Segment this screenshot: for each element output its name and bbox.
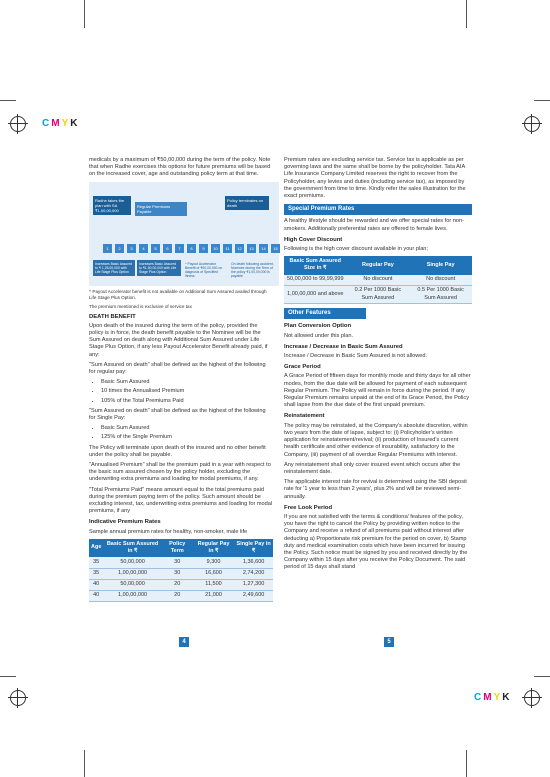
crop-mark xyxy=(534,100,550,101)
service-tax-text: Premium rates are excluding service tax. Service tax is applicable as per governing laws and the same shall be borne by the policyholder. Tata AIA Life Insurance Company Limited reserves the right to recover from the Policyholder, any levies and duties (including service tax), as imposed by the government from time to time. Kindly refer the sales illustration for the exact premiums. xyxy=(284,157,466,200)
special-rates-text: A healthy lifestyle should be rewarded and we offer special rates for non-smokers. Additionally preferential rates are offered to female lives. xyxy=(284,218,464,232)
indicative-rates-heading: Indicative Premium Rates xyxy=(89,519,161,526)
diagram-note-4: On death following accident, Nominee during the Term of the policy ₹1,00,00,000 is payable xyxy=(229,260,277,281)
policy-year-timeline xyxy=(103,244,280,253)
reinstatement-heading: Reinstatement xyxy=(284,413,325,420)
table-header-row xyxy=(284,256,472,274)
table-cell: 20 xyxy=(162,579,193,590)
table-header-row xyxy=(89,539,273,557)
registration-mark xyxy=(10,690,26,706)
total-premiums-text: "Total Premiums Paid" means amount equal to the total premiums paid during the premium paying term of the policy. Such amount should be excluding interest, tax, underwriting extra premiums and loading for modal premiums, if any xyxy=(89,486,273,515)
termination-text: The Policy will terminate upon death of the insured and no other benefit under the policy shall be payable. xyxy=(89,444,266,458)
table-cell: 0.2 Per 1000 Basic Sum Assured xyxy=(347,285,410,303)
timeline-year: 1 xyxy=(103,244,112,253)
crop-mark xyxy=(466,750,467,777)
page-number-left: 4 xyxy=(179,637,189,647)
timeline-year: 10 xyxy=(211,244,220,253)
increase-decrease-heading: Increase / Decrease in Basic Sum Assured xyxy=(284,343,403,350)
registration-mark xyxy=(524,116,540,132)
table-row xyxy=(89,579,273,590)
table-cell: 21,000 xyxy=(193,590,234,601)
table-header: Basic Sum Assured in ₹ xyxy=(103,539,161,557)
table-header: Regular Pay xyxy=(347,256,410,274)
table-row xyxy=(284,275,472,286)
list-item: • 125% of the Single Premium xyxy=(101,434,273,441)
timeline-year: 11 xyxy=(223,244,232,253)
death-benefit-heading: DEATH BENEFIT xyxy=(89,313,136,320)
table-cell: 50,00,000 xyxy=(103,579,161,590)
crop-mark xyxy=(534,676,550,677)
table-cell: 11,500 xyxy=(193,579,234,590)
table-cell: 40 xyxy=(89,579,103,590)
table-cell: 2,49,600 xyxy=(234,590,273,601)
crop-mark xyxy=(84,750,85,777)
left-page xyxy=(89,157,278,602)
table-header: Policy Term xyxy=(162,539,193,557)
table-row xyxy=(89,590,273,601)
timeline-year: 5 xyxy=(151,244,160,253)
table-cell: 2,74,200 xyxy=(234,568,273,579)
free-look-text: If you are not satisfied with the terms & conditions/ features of the policy, you have the right to cancel the Policy by providing written notice to the Company and receive a refund of all premiums paid without interest after deducting a) Proportionate risk premium for the period on cover, b) Stamp duty and medical examination costs which have been incurred for issuing the Policy. Such notice must be signed by you and received directly by the Company within 15 days after you receive the Policy Document. The said period of 15 days shall stand xyxy=(284,513,468,571)
table-cell: 50,00,000 xyxy=(103,557,161,568)
table-row xyxy=(89,557,273,568)
list-item: • Basic Sum Assured xyxy=(101,425,273,432)
footnote: ^ Payout Accelerator benefit is not available on Additional Sum Assured availed through Life Stage Plus Option. xyxy=(89,288,267,300)
table-cell: 50,00,000 to 99,99,999 xyxy=(284,275,347,286)
table-cell: 0.5 Per 1000 Basic Sum Assured xyxy=(409,285,472,303)
high-cover-text: Following is the high cover discount available in your plan; xyxy=(284,246,428,253)
cmyk-color-bar-top: CMYK xyxy=(42,118,80,129)
table-cell: 1,00,00,000 xyxy=(103,568,161,579)
timeline-year: 14 xyxy=(259,244,268,253)
reinstatement-text: The policy may be reinstated, at the Company's absolute discretion, within two years from the date of lapse, subject to: (i) Policyholder's written application for reinstatement/revival; (ii) production of Insured's current health certificate and other evidence of insurability, satisfactory to the Company, (iii) payment of all overdue Regular Premiums with interest. xyxy=(284,422,468,458)
table-header: Age xyxy=(89,539,103,557)
grace-period-heading: Grace Period xyxy=(284,364,321,371)
indicative-rates-subtitle: Sample annual premium rates for healthy, non-smoker, male life xyxy=(89,528,248,535)
annualised-premium-text: "Annualised Premium" shall be the premium paid in a year with respect to the basic sum assured chosen by the policy holder, excluding the underwriting extra premiums and loading for modal premiums, if any. xyxy=(89,462,271,483)
tax-note: The premium mentioned is exclusive of service tax xyxy=(89,303,192,309)
timeline-year: 13 xyxy=(247,244,256,253)
diagram-note-1: Increases Basic Assured to ₹ 1,25,00,000 with Life Stage Plus Option xyxy=(93,260,135,277)
table-cell: 35 xyxy=(89,557,103,568)
crop-mark xyxy=(0,100,16,101)
crop-mark xyxy=(0,676,16,677)
premium-rates-table xyxy=(89,539,273,602)
discount-table xyxy=(284,256,472,304)
registration-mark xyxy=(524,690,540,706)
intro-text: medicals by a maximum of ₹50,00,000 during the term of the policy. Note that when Radhe exercises this options for future premiums will be based on the increased cover, age and outstanding policy term at that time. xyxy=(89,157,271,178)
reinstatement-coverage-text: Any reinstatement shall only cover insured event which occurs after the reinstatement date. xyxy=(284,461,461,475)
cmyk-color-bar-bottom: CMYK xyxy=(474,692,512,703)
sum-assured-single-text: "Sum Assured on death" shall be defined as the highest of the following for Single Pay: xyxy=(89,407,266,422)
table-cell: 30 xyxy=(162,557,193,568)
table-header: Regular Pay in ₹ xyxy=(193,539,234,557)
death-benefit-text: Upon death of the insured during the term of the policy, provided the policy is in force, the death benefit payable to the Nominee will be the Sum Assured on death along with Additional Sum Assured under Life Stage Plus Option, if any less Payout Accelerator Benefit already paid, if any: xyxy=(89,322,268,358)
timeline-year: 8 xyxy=(187,244,196,253)
increase-decrease-text: Increase / Decrease in Basic Sum Assured is not allowed. xyxy=(284,353,428,360)
timeline-year: 12 xyxy=(235,244,244,253)
table-cell: No discount xyxy=(347,275,410,286)
grace-period-text: A Grace Period of fifteen days for monthly mode and thirty days for all other modes, from the due date will be allowed for payment of each subsequent Regular Premium. The Policy will remain in force during the period. If any Regular Premium remains unpaid at the end of its Grace Period, the Policy shall lapse from the due date of the first unpaid premium. xyxy=(284,373,471,409)
plan-conversion-text: Not allowed under this plan. xyxy=(284,332,354,339)
timeline-year: 9 xyxy=(199,244,208,253)
plan-conversion-heading: Plan Conversion Option xyxy=(284,323,352,330)
timeline-year: 3 xyxy=(127,244,136,253)
table-cell: 30 xyxy=(162,568,193,579)
table-header: Basic Sum Assured Size in ₹ xyxy=(284,256,347,274)
table-cell: 1,00,00,000 and above xyxy=(284,285,347,303)
diagram-note-2: Increases Basic Assured to ₹1,50,00,000 with Life Stage Plus Option xyxy=(137,260,181,277)
list-item: • Basic Sum Assured xyxy=(101,379,273,386)
other-features-heading: Other Features xyxy=(284,308,366,319)
timeline-year: 6 xyxy=(163,244,172,253)
high-cover-heading: High Cover Discount xyxy=(284,236,343,243)
table-cell: 1,27,300 xyxy=(234,579,273,590)
regular-pay-list xyxy=(89,379,273,405)
crop-mark xyxy=(466,0,467,28)
list-item: • 10 times the Annualised Premium xyxy=(101,388,273,395)
table-cell: 35 xyxy=(89,568,103,579)
table-cell: 16,600 xyxy=(193,568,234,579)
table-cell: 1,36,600 xyxy=(234,557,273,568)
timeline-year: 7 xyxy=(175,244,184,253)
table-header: Single Pay xyxy=(409,256,472,274)
revival-interest-text: The applicable interest rate for revival is determined using the SBI deposit rate for '1 year to less than 2 years', plus 2% and will be reviewed semi-annually. xyxy=(284,479,467,500)
list-item: • 105% of the Total Premiums Paid xyxy=(101,398,273,405)
table-cell: 20 xyxy=(162,590,193,601)
diagram-start-box: Radhe takes the plan with SA ₹1,00,00,000 xyxy=(93,196,131,215)
table-cell: 1,00,00,000 xyxy=(103,590,161,601)
right-page xyxy=(284,157,472,575)
table-header: Single Pay in ₹ xyxy=(234,539,273,557)
timeline-year: 2 xyxy=(115,244,124,253)
diagram-terminate-box: Policy terminates on death xyxy=(225,196,269,210)
page-number-right: 5 xyxy=(384,637,394,647)
crop-mark xyxy=(84,0,85,28)
free-look-heading: Free Look Period xyxy=(284,504,333,511)
table-cell: No discount xyxy=(409,275,472,286)
table-cell: 9,300 xyxy=(193,557,234,568)
timeline-year: 15 xyxy=(271,244,280,253)
special-rates-heading: Special Premium Rates xyxy=(284,204,472,215)
diagram-note-3: ^ Payout Accelerator Benefit of ₹50,00,000 on diagnosis of Specified Illness xyxy=(183,260,227,281)
illustration-diagram xyxy=(89,182,279,286)
table-row xyxy=(284,285,472,303)
registration-mark xyxy=(10,116,26,132)
table-cell: 40 xyxy=(89,590,103,601)
single-pay-list xyxy=(89,425,273,441)
sum-assured-regular-text: "Sum Assured on death" shall be defined as the highest of the following for regular pay: xyxy=(89,361,266,376)
diagram-premium-box: Regular Premiums Payable xyxy=(135,202,187,216)
table-row xyxy=(89,568,273,579)
timeline-year: 4 xyxy=(139,244,148,253)
